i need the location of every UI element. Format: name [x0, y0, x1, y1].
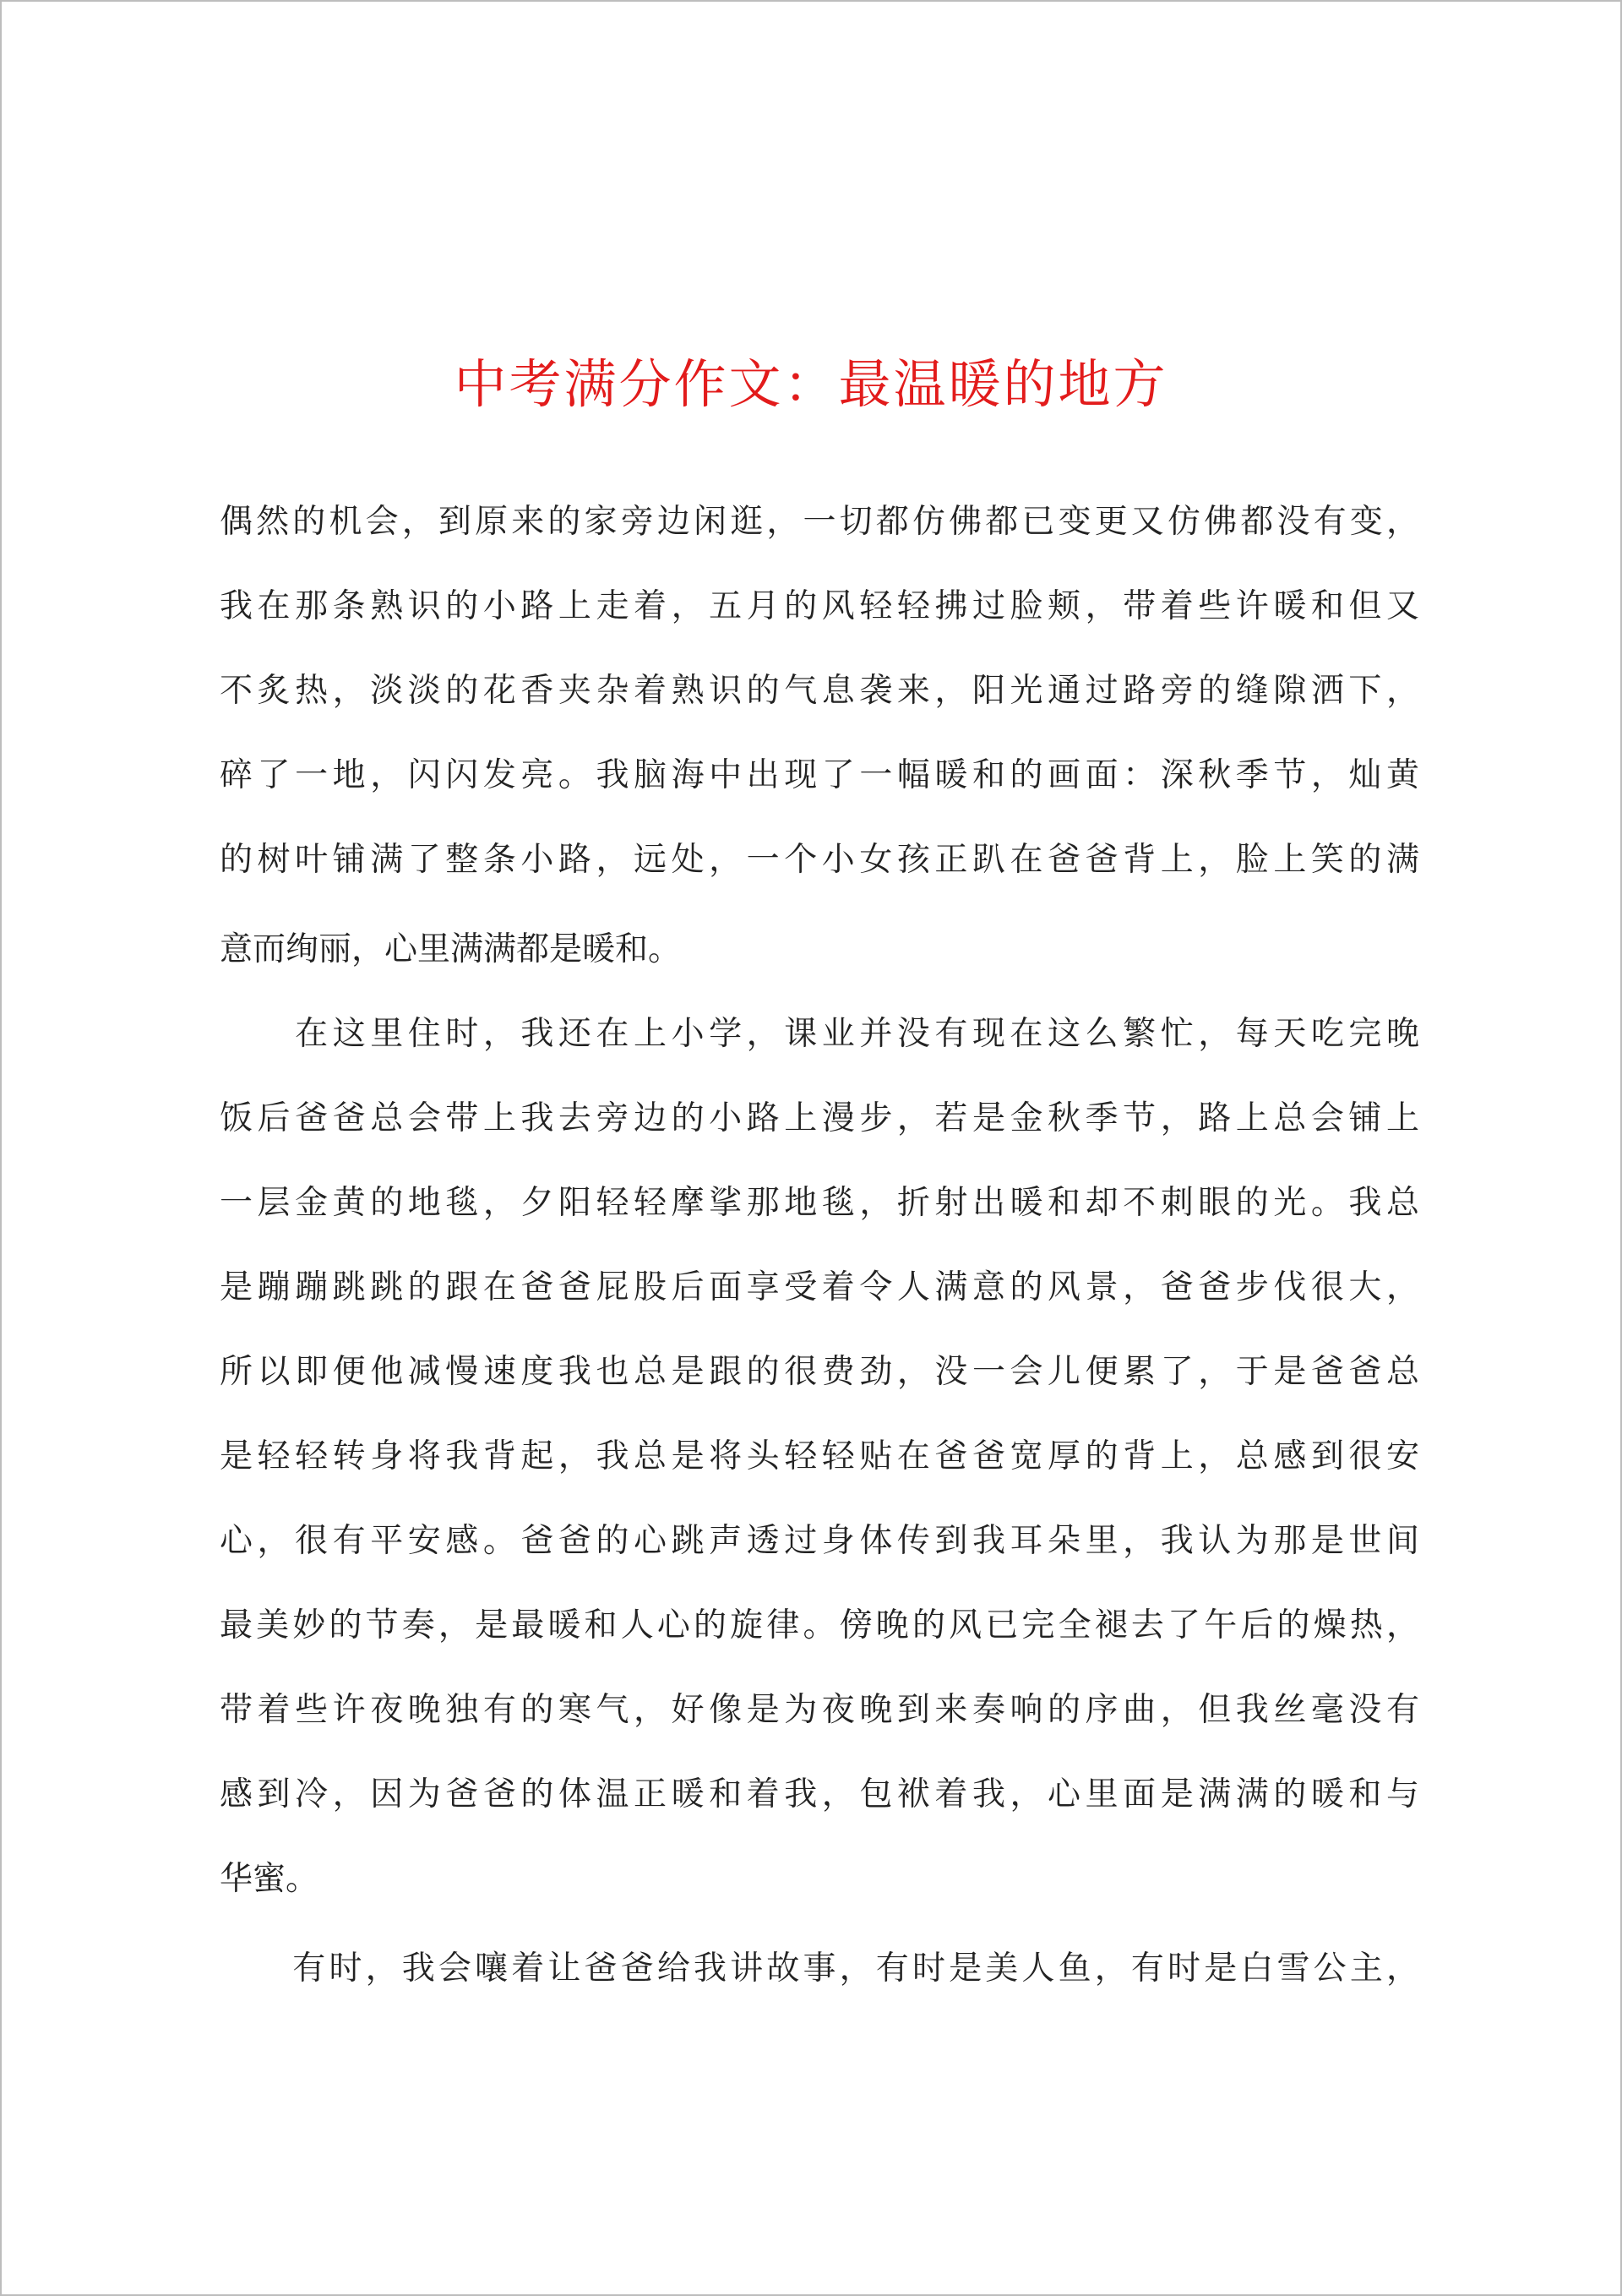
text-line: 有时，我会嚷着让爸爸给我讲故事，有时是美人鱼，有时是白雪公主， — [220, 1950, 1419, 1988]
text-line: 华蜜。 — [220, 1860, 319, 1898]
text-line: 心，很有平安感。爸爸的心跳声透过身体传到我耳朵里，我认为那是世间 — [220, 1522, 1419, 1560]
text-line: 偶然的机会，到原来的家旁边闲逛，一切都仿佛都已变更又仿佛都没有变， — [220, 503, 1419, 541]
text-line: 碎了一地，闪闪发亮。我脑海中出现了一幅暖和的画面：深秋季节，灿黄 — [220, 756, 1419, 794]
text-line: 的树叶铺满了整条小路，远处，一个小女孩正趴在爸爸背上，脸上笑的满 — [220, 841, 1419, 879]
text-line: 意而绚丽，心里满满都是暖和。 — [220, 930, 682, 968]
text-line: 感到冷，因为爸爸的体温正暖和着我，包袱着我，心里面是满满的暖和与 — [220, 1775, 1419, 1813]
text-line: 所以即便他减慢速度我也总是跟的很费劲，没一会儿便累了，于是爸爸总 — [220, 1353, 1419, 1391]
text-line: 饭后爸爸总会带上我去旁边的小路上漫步，若是金秋季节，路上总会铺上 — [220, 1099, 1419, 1137]
text-line: 我在那条熟识的小路上走着，五月的风轻轻拂过脸颊，带着些许暖和但又 — [220, 587, 1419, 625]
text-line: 在这里住时，我还在上小学，课业并没有现在这么繁忙，每天吃完晚 — [220, 1015, 1419, 1053]
text-line: 带着些许夜晚独有的寒气，好像是为夜晚到来奏响的序曲，但我丝毫没有 — [220, 1691, 1419, 1729]
text-line: 最美妙的节奏，是最暖和人心的旋律。傍晚的风已完全褪去了午后的燥热， — [220, 1606, 1419, 1644]
text-line: 不炙热，淡淡的花香夹杂着熟识的气息袭来，阳光通过路旁的缝隙洒下， — [220, 672, 1419, 710]
text-line: 是蹦蹦跳跳的跟在爸爸屁股后面享受着令人满意的风景，爸爸步伐很大， — [220, 1268, 1419, 1306]
text-line: 一层金黄的地毯，夕阳轻轻摩挲那地毯，折射出暖和却不刺眼的光。我总 — [220, 1184, 1419, 1222]
text-line: 是轻轻转身将我背起，我总是将头轻轻贴在爸爸宽厚的背上，总感到很安 — [220, 1437, 1419, 1475]
document-title: 中考满分作文：最温暖的地方 — [454, 353, 1168, 415]
